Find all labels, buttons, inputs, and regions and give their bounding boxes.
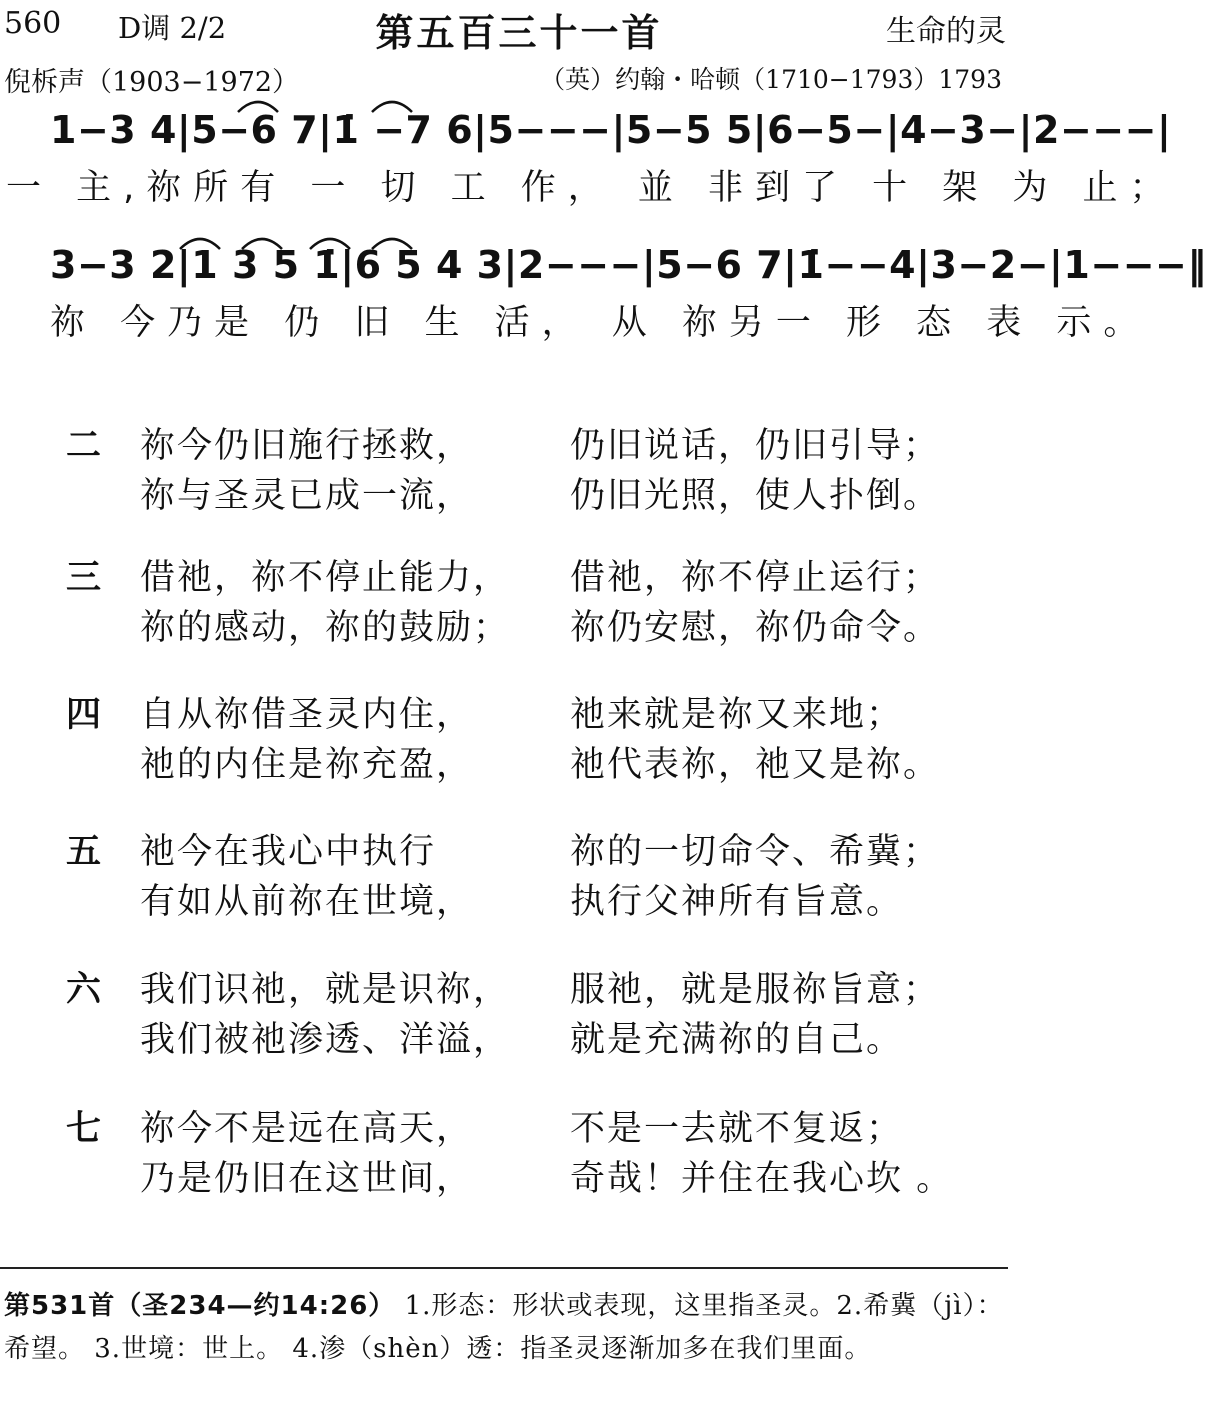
verse-line: 有如从前祢在世境， bbox=[140, 882, 474, 922]
verse-line: 仍旧光照，使人扑倒。 bbox=[570, 476, 941, 516]
verse-line: 祢今不是远在高天， bbox=[140, 1109, 474, 1149]
verse-line: 奇哉！并住在我心坎 。 bbox=[570, 1159, 954, 1199]
verse-line: 不是一去就不复返； bbox=[570, 1109, 904, 1149]
composer-credit: （英）约翰・哈顿（1710−1793）1793 bbox=[540, 65, 1002, 94]
verse-line: 祢的一切命令、希冀； bbox=[570, 832, 941, 872]
verse-6 bbox=[0, 962, 1038, 1072]
footnote-divider bbox=[0, 1267, 1008, 1269]
verse-line: 祂来就是祢又来地； bbox=[570, 695, 904, 735]
verse-line: 乃是仍旧在这世间， bbox=[140, 1159, 474, 1199]
slur-mark bbox=[238, 102, 278, 112]
verse-line: 我们被祂渗透、洋溢， bbox=[140, 1020, 511, 1060]
verse-line: 就是充满祢的自己。 bbox=[570, 1020, 904, 1060]
slur-mark bbox=[372, 102, 412, 112]
verse-line: 祢的感动，祢的鼓励； bbox=[140, 608, 511, 648]
verse-line: 仍旧说话，仍旧引导； bbox=[570, 426, 941, 466]
verse-number: 二 bbox=[66, 426, 102, 466]
lyrics-line-1: 一 主,祢所有 一 切 工 作， 並 非到了 十 架 为 止； bbox=[6, 168, 1177, 208]
verse-line: 自从祢借圣灵内住， bbox=[140, 695, 474, 735]
notation-line-1: 1−3 4|5−6 7|1̇ −7 6|5−−−|5−5 5|6−5−|4−3−|2−−−| bbox=[50, 108, 1172, 152]
hymn-title: 第五百三十一首 bbox=[375, 11, 663, 55]
verse-line: 祢与圣灵已成一流， bbox=[140, 476, 474, 516]
verse-number: 三 bbox=[66, 558, 102, 598]
verse-line: 祂代表祢，祂又是祢。 bbox=[570, 745, 941, 785]
verse-line: 借祂，祢不停止能力， bbox=[140, 558, 511, 598]
verse-number: 七 bbox=[66, 1109, 102, 1149]
lyrics-line-2: 祢 今乃是 仍 旧 生 活， 从 祢另一 形 态 表 示。 bbox=[50, 303, 1151, 343]
verse-line: 祂今在我心中执行 bbox=[140, 832, 437, 872]
verse-line: 祢今仍旧施行拯救， bbox=[140, 426, 474, 466]
verse-5 bbox=[0, 824, 1038, 934]
verse-number: 五 bbox=[66, 832, 102, 872]
notation-line-2: 3−3 2|1 3 5 1̇|6 5 4 3|2−−−|5−6 7|1̇−−4|3−2−|1−−−‖ bbox=[50, 243, 1207, 287]
verse-line: 祂的内住是祢充盈， bbox=[140, 745, 474, 785]
verse-line: 祢仍安慰，祢仍命令。 bbox=[570, 608, 941, 648]
verse-number: 六 bbox=[66, 970, 102, 1010]
hymn-number: 560 bbox=[4, 6, 62, 41]
verse-7 bbox=[0, 1101, 1038, 1211]
scripture-reference: 第531首（圣234—约14:26） bbox=[4, 1291, 396, 1321]
verse-3 bbox=[0, 550, 1038, 660]
verse-line: 我们识祂，就是识祢， bbox=[140, 970, 511, 1010]
verse-2 bbox=[0, 418, 1038, 528]
lyricist-credit: 倪柝声（1903−1972） bbox=[4, 67, 300, 98]
verse-line: 服祂，就是服祢旨意； bbox=[570, 970, 941, 1010]
footnote-text: 1.形态：形状或表现，这里指圣灵。2.希冀（jì）：希望。 3.世境：世上。 4.渗（shèn）透：指圣灵逐渐加多在我们里面。 bbox=[4, 1291, 1004, 1364]
verse-number: 四 bbox=[66, 695, 102, 735]
verse-line: 执行父神所有旨意。 bbox=[570, 882, 904, 922]
key-meter: D调 2/2 bbox=[118, 11, 227, 45]
footnote bbox=[4, 1285, 1014, 1371]
hymn-category: 生命的灵 bbox=[886, 14, 1006, 49]
verse-line: 借祂，祢不停止运行； bbox=[570, 558, 941, 598]
verse-4 bbox=[0, 687, 1038, 797]
